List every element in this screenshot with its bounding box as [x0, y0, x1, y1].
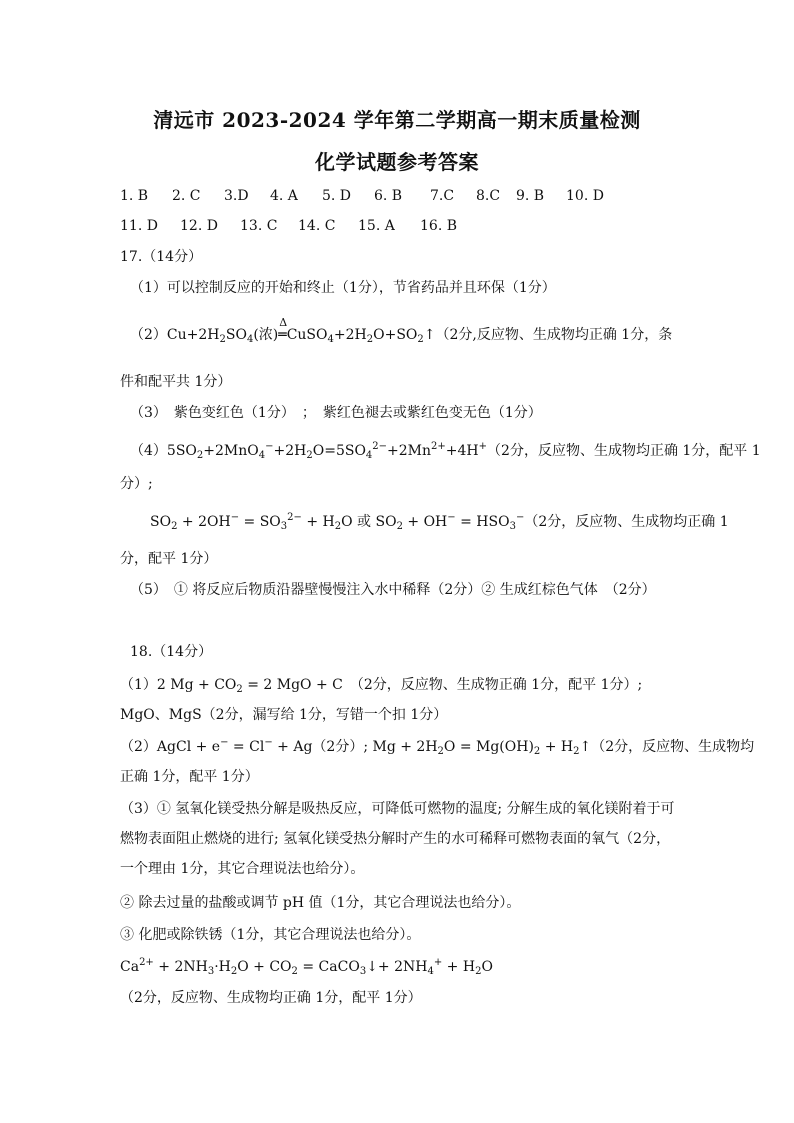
eq-text: +2MnO — [203, 443, 259, 459]
eq-text: +4H — [445, 443, 479, 459]
eq-subscript: 2 — [417, 334, 424, 345]
eq-subscript: 2 — [475, 966, 482, 977]
eq-text: ═CuSO — [278, 327, 328, 343]
q18-part3-equation-note: （2分，反应物、生成物均正确 1分，配平 1分） — [120, 990, 422, 1006]
eq-subscript: 2 — [306, 450, 313, 461]
eq-subscript: 4 — [365, 450, 373, 461]
eq-text: + Ag（2分）; Mg + 2H — [272, 739, 438, 755]
eq-subscript: 4 — [246, 334, 254, 345]
eq-text: （1）2 Mg + CO — [120, 677, 237, 693]
eq-text: + 2OH — [177, 514, 231, 530]
eq-text: O 或 SO — [341, 514, 397, 530]
q17-part2-continued: 件和配平共 1分） — [120, 374, 232, 390]
eq-text: SO — [150, 514, 172, 530]
eq-superscript: − — [220, 737, 229, 748]
answer-item: 8.C — [476, 188, 501, 204]
answer-item: 10. D — [566, 188, 604, 204]
q17-part5: （5） ① 将反应后物质沿器壁慢慢注入水中稀释（2分）② 生成红棕色气体 （2分） — [130, 582, 656, 598]
page-subtitle: 化学试题参考答案 — [315, 150, 479, 174]
eq-subscript: 4 — [327, 334, 334, 345]
eq-subscript: 2 — [573, 746, 580, 757]
eq-note: （2分，反应物、生成物均正确 1分，配平 1 — [487, 443, 761, 459]
q18-part3-line3: 一个理由 1分，其它合理说法也给分）。 — [120, 861, 365, 877]
eq-text: = Cl — [228, 739, 265, 755]
answer-item: 11. D — [120, 218, 158, 234]
eq-text: + OH — [402, 514, 448, 530]
q18-part3-line1: （3）① 氢氧化镁受热分解是吸热反应，可降低可燃物的温度; 分解生成的氧化镁附着于可 — [120, 801, 675, 817]
eq-subscript: 2 — [230, 966, 238, 977]
eq-text: O + CO — [237, 959, 292, 975]
eq-text: + H — [442, 959, 476, 975]
eq-superscript: + — [433, 957, 443, 968]
eq-superscript: 2+ — [431, 441, 446, 452]
eq-text: ↑（2分，反应物、生成物均 — [579, 739, 755, 755]
eq-text: +2H — [273, 443, 307, 459]
eq-subscript: 2 — [396, 521, 403, 532]
eq-subscript: 2 — [219, 334, 226, 345]
answer-item: 15. A — [358, 218, 395, 234]
eq-text: O — [481, 959, 493, 975]
answer-item: 1. B — [120, 188, 149, 204]
eq-subscript: 4 — [258, 450, 266, 461]
answer-item: 2. C — [172, 188, 201, 204]
eq-note: （2分,反应物、生成物均正确 1分，条 — [435, 327, 673, 343]
q17-part4-equation-2 — [150, 512, 729, 532]
q17-part4b-continued: 分，配平 1分） — [120, 551, 218, 567]
delta-symbol: Δ — [279, 316, 288, 329]
q18-part3-line2: 燃物表面阻止燃烧的进行; 氢氧化镁受热分解时产生的水可稀释可燃物表面的氧气（2分， — [120, 831, 671, 847]
q17-part1: （1）可以控制反应的开始和终止（1分），节省药品并且环保（1分） — [130, 280, 556, 296]
answer-item: 3.D — [224, 188, 249, 204]
q18-part3-item3: ③ 化肥或除铁锈（1分，其它合理说法也给分）。 — [120, 927, 421, 943]
eq-subscript: 2 — [334, 521, 342, 532]
eq-superscript: − — [265, 441, 274, 452]
q18-part3-item2: ② 除去过量的盐酸或调节 pH 值（1分，其它合理说法也给分）。 — [120, 895, 521, 911]
eq-subscript: 2 — [533, 746, 541, 757]
eq-subscript: 2 — [437, 746, 444, 757]
eq-text: SO — [225, 327, 247, 343]
eq-note: （2分，反应物、生成物均正确 1 — [524, 514, 729, 530]
eq-subscript: 3 — [509, 521, 516, 532]
eq-text: O=5SO — [312, 443, 366, 459]
gas-arrow: ↑ — [423, 327, 436, 343]
answer-item: 14. C — [298, 218, 336, 234]
eq-text: O+SO — [373, 327, 418, 343]
q17-part4-equation — [130, 441, 761, 461]
answers-row-2 — [120, 216, 470, 236]
eq-subscript: 2 — [291, 966, 298, 977]
eq-text: ↓+ 2NH — [366, 959, 428, 975]
answer-item: 16. B — [420, 218, 458, 234]
eq-text: = 2 MgO + C （2分，反应物、生成物正确 1分，配平 1分）; — [242, 677, 643, 693]
eq-text: (浓) — [253, 327, 279, 343]
answer-item: 6. B — [374, 188, 403, 204]
eq-superscript: − — [230, 512, 240, 523]
eq-text: +2Mn — [387, 443, 432, 459]
eq-subscript: 2 — [171, 521, 178, 532]
q17-part4-continued: 分）; — [120, 476, 153, 492]
answer-item: 9. B — [516, 188, 545, 204]
eq-superscript: 2+ — [139, 957, 154, 968]
q18-header: 18.（14分） — [130, 644, 213, 660]
q17-part2-label: （2） — [130, 327, 167, 343]
q17-header: 17.（14分） — [120, 249, 203, 265]
eq-text: Ca — [120, 959, 140, 975]
eq-subscript: 2 — [196, 450, 204, 461]
eq-text: + H — [540, 739, 574, 755]
eq-text: （4）5SO — [130, 443, 197, 459]
q18-part1-line2: MgO、MgS（2分，漏写给 1分，写错一个扣 1分） — [120, 707, 448, 723]
eq-text: + H — [301, 514, 335, 530]
eq-text: +2H — [333, 327, 367, 343]
q18-part2-continued: 正确 1分，配平 1分） — [120, 769, 259, 785]
eq-superscript: 2− — [372, 441, 388, 452]
eq-subscript: 3 — [359, 966, 367, 977]
eq-subscript: 2 — [236, 684, 243, 695]
eq-text: = SO — [239, 514, 281, 530]
q17-part2-equation — [130, 316, 673, 345]
eq-subscript: 3 — [280, 521, 288, 532]
eq-subscript: 2 — [366, 334, 374, 345]
heat-condition — [278, 316, 328, 345]
eq-text: ·H — [214, 959, 231, 975]
q17-part3: （3） 紫色变红色（1分） ； 紫红色褪去或紫红色变无色（1分） — [130, 405, 542, 421]
eq-subscript: 4 — [427, 966, 434, 977]
eq-superscript: + — [478, 441, 488, 452]
eq-text: = HSO — [455, 514, 510, 530]
eq-text: （2）AgCl + e — [120, 739, 221, 755]
q18-part2-equation — [120, 737, 754, 757]
eq-superscript: 2− — [287, 512, 302, 523]
eq-superscript: − — [515, 512, 525, 523]
answer-item: 4. A — [270, 188, 298, 204]
eq-text: + 2NH — [153, 959, 208, 975]
eq-text: O = Mg(OH) — [443, 739, 534, 755]
eq-superscript: − — [264, 737, 273, 748]
answers-row-1 — [120, 186, 616, 206]
answer-item: 12. D — [180, 218, 218, 234]
q18-part3-equation — [120, 957, 493, 977]
eq-text: Cu+2H — [166, 327, 220, 343]
q18-part1-equation — [120, 675, 642, 695]
eq-superscript: − — [447, 512, 456, 523]
eq-text: = CaCO — [297, 959, 360, 975]
answer-item: 13. C — [240, 218, 278, 234]
page-title: 清远市 2023-2024 学年第二学期高一期末质量检测 — [153, 108, 641, 132]
answer-item: 5. D — [322, 188, 352, 204]
answer-item: 7.C — [430, 188, 455, 204]
eq-subscript: 3 — [207, 966, 215, 977]
